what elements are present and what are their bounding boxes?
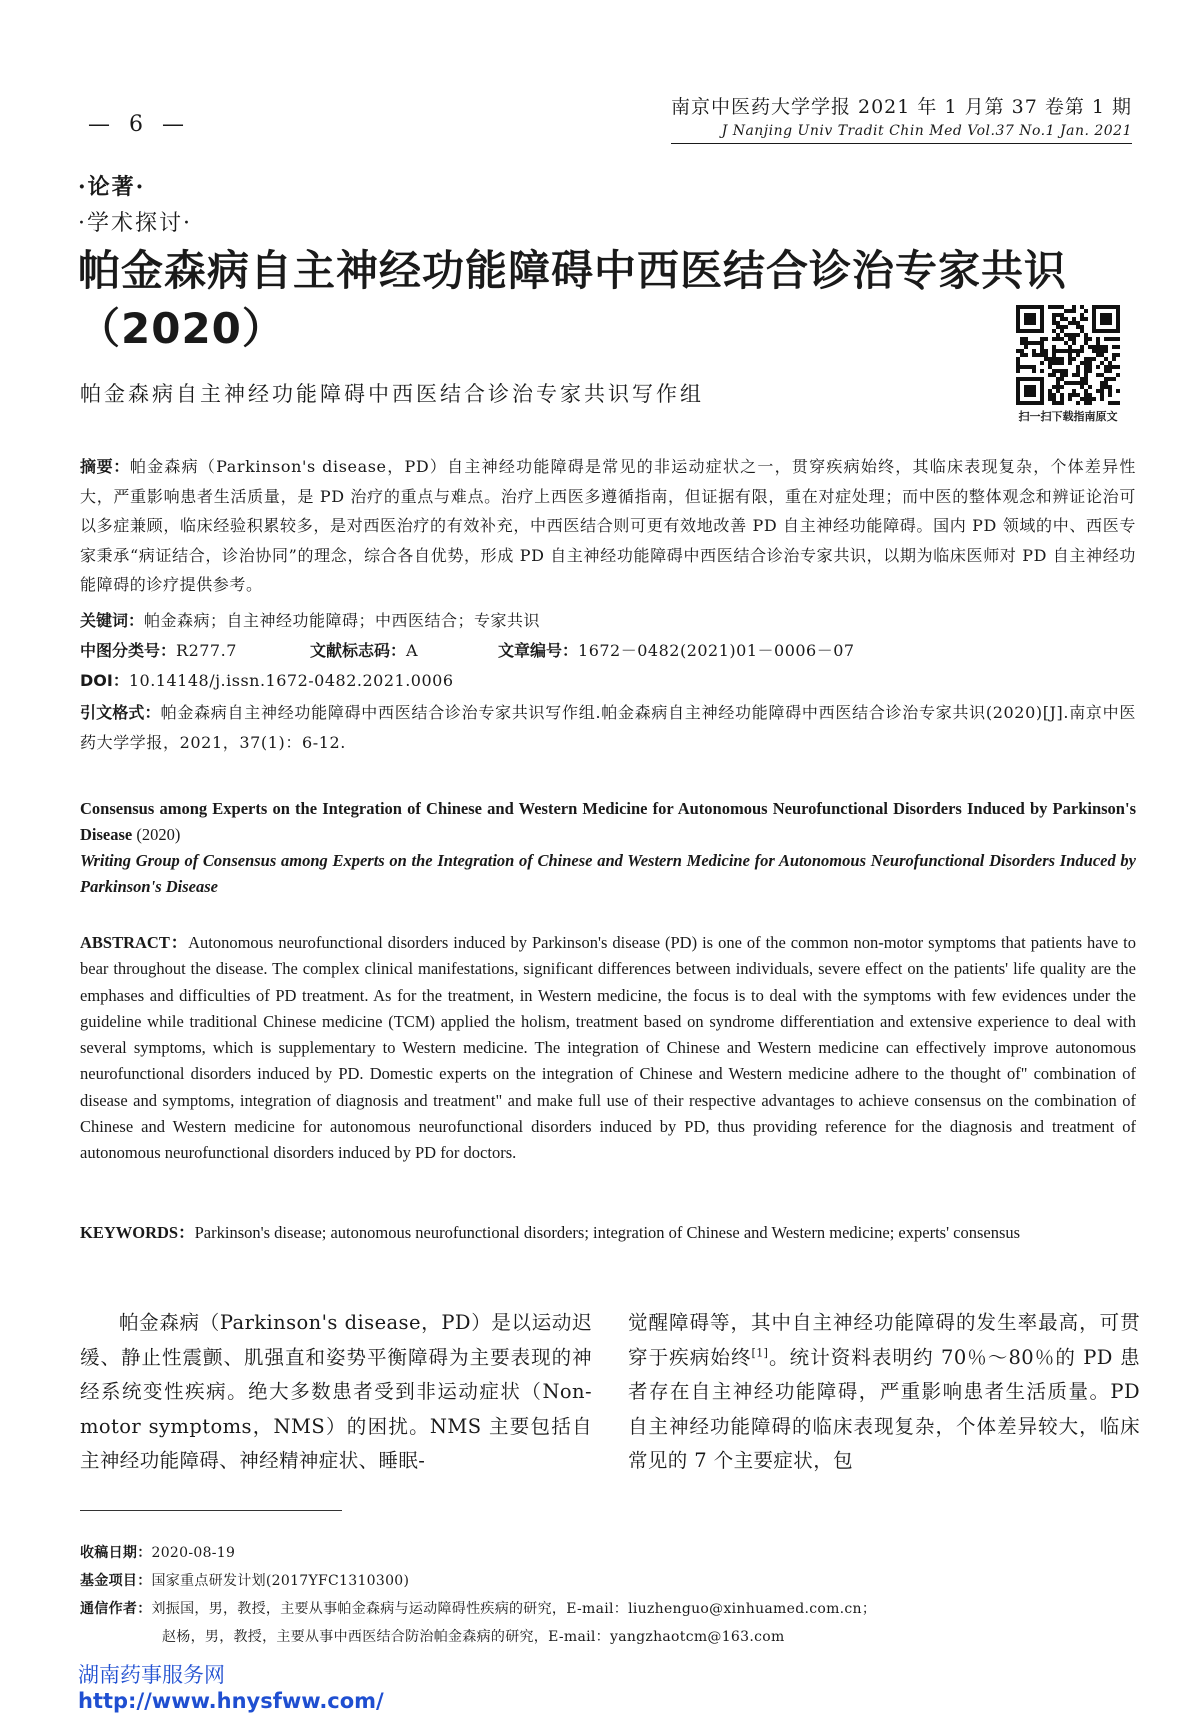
clc-value: R277.7 (176, 641, 237, 660)
column-tag: ·论著· (78, 174, 146, 200)
corresponding-author-2: 赵杨，男，教授，主要从事中西医结合防治帕金森病的研究，E-mail：yangzhaotcm@163.com (162, 1629, 785, 1645)
footnote-corresponding (80, 1600, 876, 1618)
body-column-right (628, 1306, 1140, 1479)
body-right-text-a: 觉醒障碍等，其中自主神经功能障碍的发生率最高，可贯穿于疾病始终 (628, 1311, 1140, 1369)
citation-label: 引文格式： (80, 703, 161, 722)
qr-code-icon[interactable] (1016, 305, 1120, 405)
abstract-label: 摘要： (80, 457, 130, 476)
received-label: 收稿日期： (80, 1545, 152, 1561)
doi-line (80, 668, 454, 691)
english-title (80, 796, 1136, 848)
footnote-received (80, 1544, 235, 1562)
corresponding-author-1: 刘振国，男，教授，主要从事帕金森病与运动障碍性疾病的研究，E-mail：liuzhenguo@xinhuamed.com.cn； (151, 1601, 877, 1617)
article-title: 帕金森病自主神经功能障碍中西医结合诊治专家共识（2020） (78, 246, 1068, 353)
doc-code-value: A (406, 641, 419, 660)
keywords-cn (80, 608, 540, 631)
doc-code-label: 文献标志码： (310, 641, 407, 660)
english-keywords-label: KEYWORDS： (80, 1223, 195, 1242)
body-column-left: 帕金森病（Parkinson's disease，PD）是以运动迟缓、静止性震颤、肌强直和姿势平衡障碍为主要表现的神经系统变性疾病。绝大多数患者受到非运动症状（Non-motor symptoms，NMS）的困扰。NMS 主要包括自主神经功能障碍、神经精神症状、睡眠- (80, 1311, 592, 1472)
corresponding-label: 通信作者： (80, 1601, 152, 1617)
clc-label: 中图分类号： (80, 641, 177, 660)
classification-line (80, 638, 855, 661)
english-abstract-label: ABSTRACT： (80, 933, 189, 952)
watermark-url[interactable]: http://www.hnysfww.com/ (78, 1689, 384, 1713)
doi-label: DOI： (80, 671, 129, 690)
doi-link[interactable]: 10.14148/j.issn.1672-0482.2021.0006 (128, 671, 454, 690)
english-authors: Writing Group of Consensus among Experts on the Integration of Chinese and Western Medicine for Autonomous Neurofunctional Disorders Induced by Parkinson's Disease (80, 851, 1136, 896)
reference-marker[interactable]: [1] (751, 1346, 769, 1359)
journal-header (671, 92, 1132, 144)
qr-caption: 扫一扫下载指南原文 (1018, 410, 1118, 423)
english-title-year: (2020) (136, 825, 181, 844)
received-date: 2020-08-19 (151, 1545, 236, 1561)
journal-name-cn: 南京中医药大学学报 2021 年 1 月第 37 卷第 1 期 (670, 96, 1132, 118)
fund-label: 基金项目： (80, 1573, 152, 1589)
article-number-label: 文章编号： (498, 641, 579, 660)
english-abstract-text: Autonomous neurofunctional disorders induced by Parkinson's disease (PD) is one of the common non-motor symptoms that patients have to bear throughout the disease. The complex clinical manifestations, significant differences between individuals, severe effect on the patients' life quality are the emphases and difficulties of PD treatment. As for the treatment, in Western medicine, the focus is to deal with the symptoms with few evidences under the guideline while traditional Chinese medicine (TCM) applied the holism, treatment based on syndrome differentiation and extensive experience to deal with several symptoms, which is supplementary to Western medicine. The integration of Chinese and Western medicine can effectively improve autonomous neurofunctional disorders induced by PD. Domestic experts on the integration of Chinese and Western medicine adhere to the thought of" combination of disease and symptoms, integration of diagnosis and treatment" and make full use of their respective advantages to achieve consensus on the combination of Chinese and Western medicine for autonomous neurofunctional disorders induced by PD, thus providing reference for the diagnosis and treatment of autonomous neurofunctional disorders induced by PD for doctors. (80, 933, 1136, 1163)
keywords-text: 帕金森病；自主神经功能障碍；中西医结合；专家共识 (144, 611, 541, 630)
abstract-cn (80, 452, 1136, 600)
english-title-text: Consensus among Experts on the Integration of Chinese and Western Medicine for Autonomous Neurofunctional Disorders Induced by Parkinson's Disease (80, 799, 1136, 844)
citation-text: 帕金森病自主神经功能障碍中西医结合诊治专家共识写作组.帕金森病自主神经功能障碍中西医结合诊治专家共识(2020)[J].南京中医药大学学报，2021，37(1)：6-12. (80, 703, 1136, 752)
english-keywords-text: Parkinson's disease; autonomous neurofunctional disorders; integration of Chinese and Western medicine; experts' consensus (194, 1223, 1021, 1242)
footnote-fund (80, 1572, 409, 1590)
author-group: 帕金森病自主神经功能障碍中西医结合诊治专家共识写作组 (80, 382, 704, 406)
english-keywords (80, 1220, 1136, 1246)
subcolumn-tag: ·学术探讨· (78, 211, 192, 236)
citation-format (80, 698, 1136, 758)
article-number-value: 1672－0482(2021)01－0006－07 (578, 641, 855, 660)
watermark-name: 湖南药事服务网 (78, 1663, 225, 1687)
body-right-text-b: 。统计资料表明约 70％～80％的 PD 患者存在自主神经功能障碍，严重影响患者生活质量。PD 自主神经功能障碍的临床表现复杂，个体差异较大，临床常见的 7 个主要症状，包 (628, 1345, 1140, 1472)
page-number: — 6 — (88, 112, 190, 137)
keywords-label: 关键词： (80, 611, 145, 630)
fund-text: 国家重点研发计划(2017YFC1310300) (151, 1573, 410, 1589)
watermark (78, 1662, 384, 1714)
abstract-text: 帕金森病（Parkinson's disease，PD）自主神经功能障碍是常见的非运动症状之一，贯穿疾病始终，其临床表现复杂，个体差异性大，严重影响患者生活质量，是 PD 治疗的重点与难点。治疗上西医多遵循指南，但证据有限，重在对症处理；而中医的整体观念和辨证论治可以多症兼顾，临床经验积累较多，是对西医治疗的有效补充，中西医结合则可更有效地改善 PD 自主神经功能障碍。国内 PD 领域的中、西医专家秉承“病证结合，诊治协同”的理念，综合各自优势，形成 PD 自主神经功能障碍中西医结合诊治专家共识，以期为临床医师对 PD 自主神经功能障碍的诊疗提供参考。 (80, 457, 1136, 594)
footnote-divider (80, 1510, 342, 1511)
journal-name-en: J Nanjing Univ Tradit Chin Med Vol.37 No.1 Jan. 2021 (671, 123, 1132, 144)
english-abstract (80, 930, 1136, 1167)
